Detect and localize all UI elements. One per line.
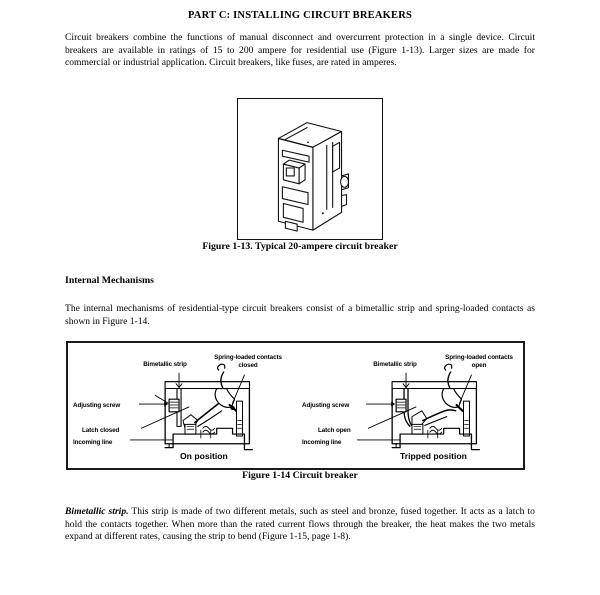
label-right-spring-loaded-contacts: Spring-loaded contacts open: [445, 354, 513, 369]
paragraph-intro: Circuit breakers combine the functions of manual disconnect and overcurrent protection in a single device. Circuit breakers are available in ratings of 15 to 200 ampere for residential use (Figure 1-13). Larger sizes are made for commercial or industrial application. Circuit breakers, like fuses, are rated in amperes.: [65, 32, 535, 69]
label-left-state-on-position: On position: [180, 451, 228, 461]
label-right-incoming-line: Incoming line: [302, 439, 342, 446]
label-left-bimetallic-strip: Bimetallic strip: [143, 361, 187, 368]
label-left-spring-loaded-contacts: Spring-loaded contacts closed: [214, 354, 282, 369]
figure-1-14-frame: [66, 341, 525, 470]
label-right-adjusting-screw: Adjusting screw: [302, 402, 350, 409]
figure-1-14-caption: Figure 1-14 Circuit breaker: [242, 470, 358, 481]
page-title: PART C: INSTALLING CIRCUIT BREAKERS: [187, 10, 413, 21]
paragraph-lead-in: Bimetallic strip.: [65, 506, 129, 517]
paragraph-bimetallic-strip: [65, 506, 535, 544]
section-heading-internal-mechanisms: Internal Mechanisms: [65, 275, 154, 286]
paragraph-bimetallic-strip-body: This strip is made of two different metals, such as steel and bronze, fused together. It acts as a latch to hold the contacts together. When more than the rated current flows through the breaker, the heat makes the two metals expand at different rates, causing the strip to bend (Figure 1-15, page 1-8).: [65, 506, 535, 543]
figure-1-13-box: [237, 98, 383, 240]
label-left-adjusting-screw: Adjusting screw: [73, 402, 121, 409]
figure-1-13-caption: Figure 1-13. Typical 20-ampere circuit breaker: [202, 241, 398, 252]
label-right-bimetallic-strip: Bimetallic strip: [373, 361, 417, 368]
paragraph-internal-mechanisms: The internal mechanisms of residential-type circuit breakers consist of a bimetallic strip and spring-loaded contacts as shown in Figure 1-14.: [65, 303, 535, 327]
label-left-latch-closed: Latch closed: [82, 427, 120, 434]
circuit-breaker-illustration: [238, 99, 382, 239]
label-right-latch-open: Latch open: [318, 427, 351, 434]
label-right-state-tripped-position: Tripped position: [400, 451, 467, 461]
label-left-incoming-line: Incoming line: [73, 439, 113, 446]
